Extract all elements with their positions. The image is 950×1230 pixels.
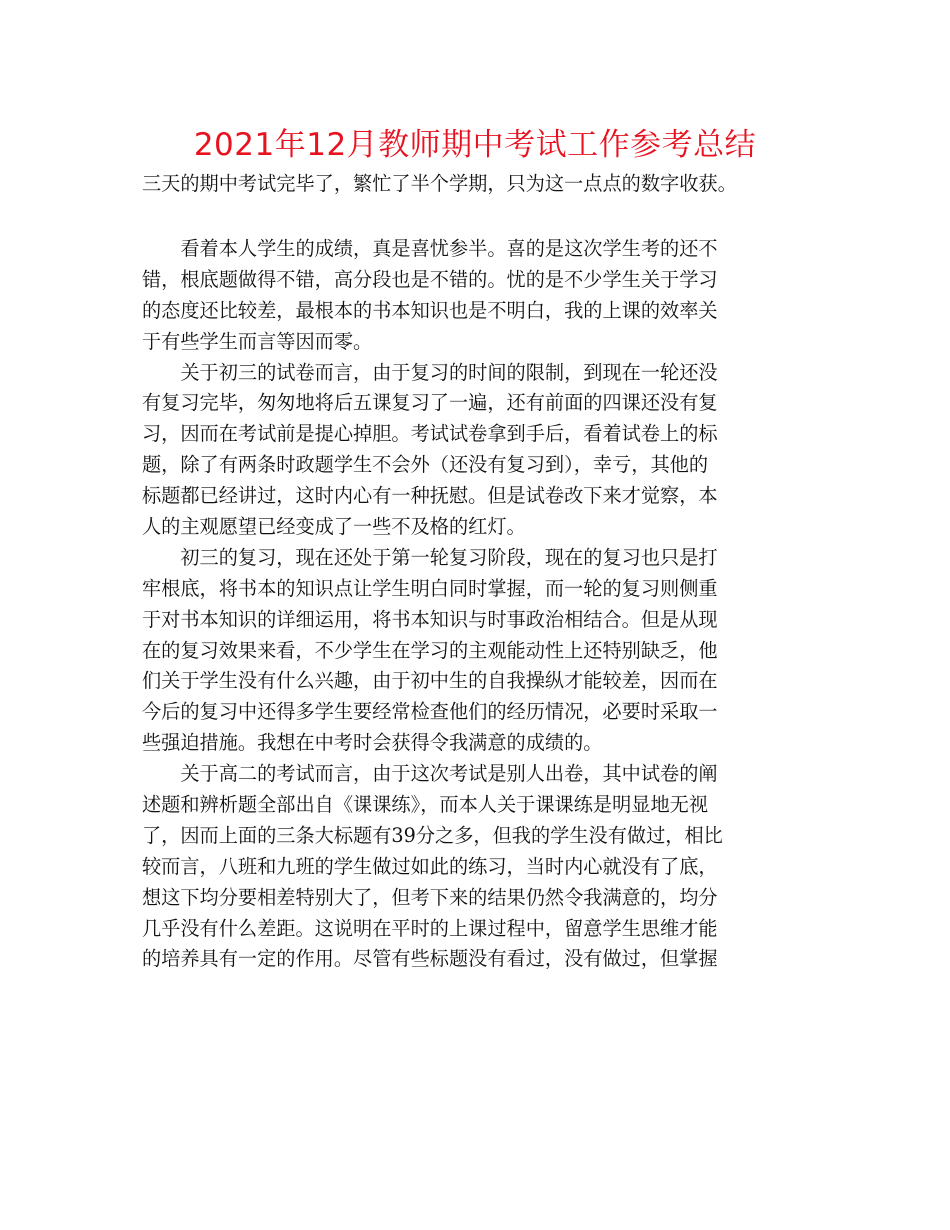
text-line: 看着本人学生的成绩，真是喜忧参半。喜的是这次学生考的还不 (142, 237, 718, 260)
text-line: 的态度还比较差，最根本的书本知识也是不明白，我的上课的效率关 (142, 298, 718, 322)
text-line: 题，除了有两条时政题学生不会外（还没有复习到），幸亏，其他的 (142, 453, 709, 477)
text-line: 了，因而上面的三条大标题有39分之多，但我的学生没有做过，相比 (142, 823, 723, 847)
text-line: 述题和辨析题全部出自《课课练》，而本人关于课课练是明显地无视 (142, 793, 709, 817)
text-line: 想这下均分要相差特别大了，但考下来的结果仍然令我满意的，均分 (142, 885, 718, 909)
text-line: 几乎没有什么差距。这说明在平时的上课过程中，留意学生思维才能 (142, 916, 718, 940)
text-line: 习，因而在考试前是提心掉胆。考试试卷拿到手后，看着试卷上的标 (142, 422, 718, 446)
document-title: 2021年12月教师期中考试工作参考总结 (193, 127, 757, 163)
text-line: 们关于学生没有什么兴趣，由于初中生的自我操纵才能较差，因而在 (142, 669, 718, 693)
text-line: 人的主观愿望已经变成了一些不及格的红灯。 (142, 515, 526, 539)
body-text (142, 234, 812, 975)
text-line: 关于高二的考试而言，由于这次考试是别人出卷，其中试卷的阐 (142, 762, 718, 786)
text-line: 在的复习效果来看，不少学生在学习的主观能动性上还特别缺乏，他 (142, 638, 718, 662)
text-line: 的培养具有一定的作用。尽管有些标题没有看过，没有做过，但掌握 (142, 947, 718, 971)
text-line: 关于初三的试卷而言，由于复习的时间的限制，到现在一轮还没 (142, 360, 718, 384)
text-line: 今后的复习中还得多学生要经常检查他们的经历情况，必要时采取一 (142, 700, 718, 724)
text-line: 错，根底题做得不错，高分段也是不错的。忧的是不少学生关于学习 (142, 267, 718, 291)
text-line: 些强迫措施。我想在中考时会获得令我满意的成绩的。 (142, 731, 603, 755)
lead-sentence: 三天的期中考试完毕了，繁忙了半个学期，只为这一点点的数字收获。 (142, 172, 737, 195)
text-line: 标题都已经讲过，这时内心有一种抚慰。但是试卷改下来才觉察，本 (142, 484, 718, 508)
text-line: 于有些学生而言等因而零。 (142, 329, 373, 353)
text-line: 牢根底，将书本的知识点让学生明白同时掌握，而一轮的复习则侧重 (142, 576, 718, 600)
text-line: 有复习完毕，匆匆地将后五课复习了一遍，还有前面的四课还没有复 (142, 391, 718, 415)
text-line: 于对书本知识的详细运用，将书本知识与时事政治相结合。但是从现 (142, 607, 718, 631)
text-line: 初三的复习，现在还处于第一轮复习阶段，现在的复习也只是打 (142, 545, 718, 569)
text-line: 较而言，八班和九班的学生做过如此的练习，当时内心就没有了底， (142, 854, 718, 878)
